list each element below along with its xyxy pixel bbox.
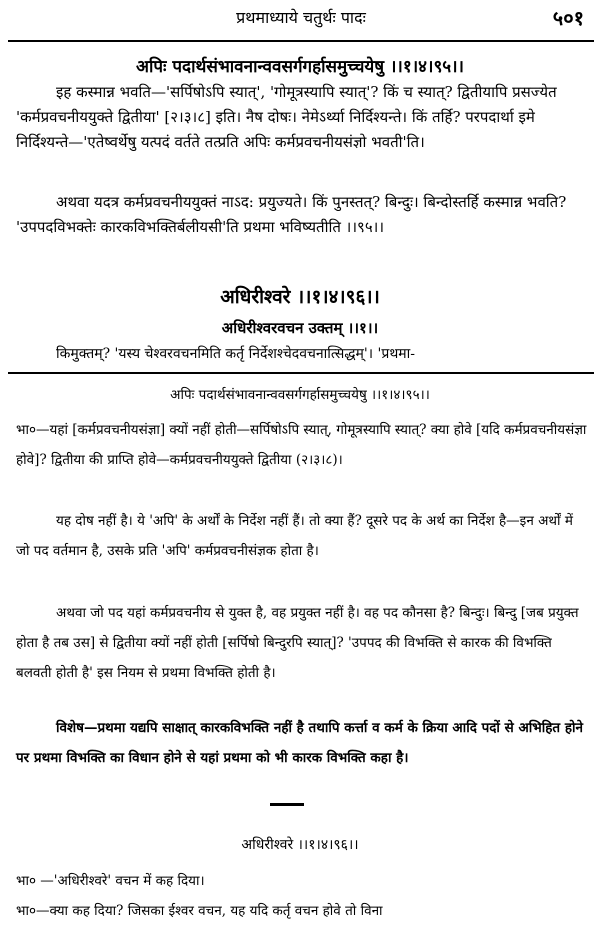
sutra-heading-95: अपिः पदार्थसंभावनान्ववसर्गगर्हासमुच्चयेषु ।।१।४।९५।। — [135, 57, 465, 77]
page-number: ५०१ — [552, 6, 584, 30]
hindi-paragraph-3: अथवा जो पद यहां कर्मप्रवचनीय से युक्त है, वह प्रयुक्त नहीं है। वह पद कौनसा है? बिन्दुः। बिन्दु [जब प्रयुक्त होता है तब उस] से द्वितीया क्यों नहीं होती [सर्पिषो बिन्दुरपि स्यात्]? 'उपपद की विभक्ति से कारक की विभक्ति बलवती होती है' इस नियम से प्रथमा विभक्ति होती है। — [16, 605, 579, 681]
header-rule — [8, 40, 594, 42]
vartika-heading: अधिरीश्वरवचन उक्तम् ।।१।। — [221, 319, 379, 337]
hindi-sutra-heading-95: अपिः पदार्थसंभावनान्ववसर्गगर्हासमुच्चयेषु ।।१।४।९५।। — [170, 387, 430, 403]
hindi-special-note: विशेष—प्रथमा यद्यपि साक्षात् कारकविभक्ति नहीं है तथापि कर्त्ता व कर्म के क्रिया आदि पदों से अभिहित होने पर प्रथमा विभक्ति का विधान होने से यहां प्रथमा को भी कारक विभक्ति कहा है। — [16, 720, 583, 766]
hindi-paragraph-5: भा० —'अधिरीश्वरे' वचन में कह दिया। — [16, 873, 205, 889]
hindi-sutra-heading-96: अधिरीश्वरे ।।१।४।९६।। — [241, 837, 359, 853]
sanskrit-paragraph-2: अथवा यदत्र कर्मप्रवचनीययुक्तं नाऽद: प्रयुज्यते। किं पुनस्तत्? बिन्दुः। बिन्दोस्तर्हि कस्मान्न भवति? 'उपपदविभक्तेः कारकविभक्तिर्बलीयसी'ति प्रथमा भविष्यतीति ।।९५।। — [16, 193, 567, 236]
sutra-heading-96: अधिरीश्वरे ।।१।४।९६।। — [220, 286, 380, 308]
section-divider — [270, 803, 304, 806]
running-header: प्रथमाध्याये चतुर्थः पादः — [236, 8, 366, 27]
hindi-paragraph-6: भा०—क्या कह दिया? जिसका ईश्वर वचन, यह यदि कर्तृ वचन होवे तो विना — [16, 903, 383, 919]
sanskrit-paragraph-3: किमुक्तम्? 'यस्य चेश्वरवचनमिति कर्तृ निर्देशश्चेदवचनात्सिद्धम्'। 'प्रथमा- — [56, 346, 416, 362]
hindi-paragraph-2: यह दोष नहीं है। ये 'अपि' के अर्थों के निर्देश नहीं हैं। तो क्या हैं? दूसरे पद के अर्थ का निर्देश है—इन अर्थों में जो पद वर्तमान है, उसके प्रति 'अपि' कर्मप्रवचनीसंज्ञक होता है। — [16, 513, 573, 559]
page-header — [8, 0, 594, 40]
section-rule — [8, 372, 594, 374]
sanskrit-paragraph-1: इह कस्मान्न भवति—'सर्पिषोऽपि स्यात्', 'गोमूत्रस्यापि स्यात्'? किं च स्यात्? द्वितीयापि प्रसज्येत 'कर्मप्रवचनीययुक्ते द्वितीया' [२।३।८] इति। नैष दोषः। नेमेऽर्थ्या निर्दिश्यन्ते। किं तर्हि? परपदार्था इमे निर्दिश्यन्ते—'एतेष्वर्थेषु यत्पदं वर्तते तत्प्रति अपिः कर्मप्रवचनीयसंज्ञो भवती'ति। — [16, 83, 557, 151]
hindi-paragraph-1: भा०—यहां [कर्मप्रवचनीयसंज्ञा] क्यों नहीं होती—सर्पिषोऽपि स्यात्, गोमूत्रस्यापि स्यात्? क्या होवे [यदि कर्मप्रवचनीयसंज्ञा होवे]? द्वितीया की प्राप्ति होवे—कर्मप्रवचनीययुक्ते द्वितीया (२।३।८)। — [16, 422, 587, 468]
